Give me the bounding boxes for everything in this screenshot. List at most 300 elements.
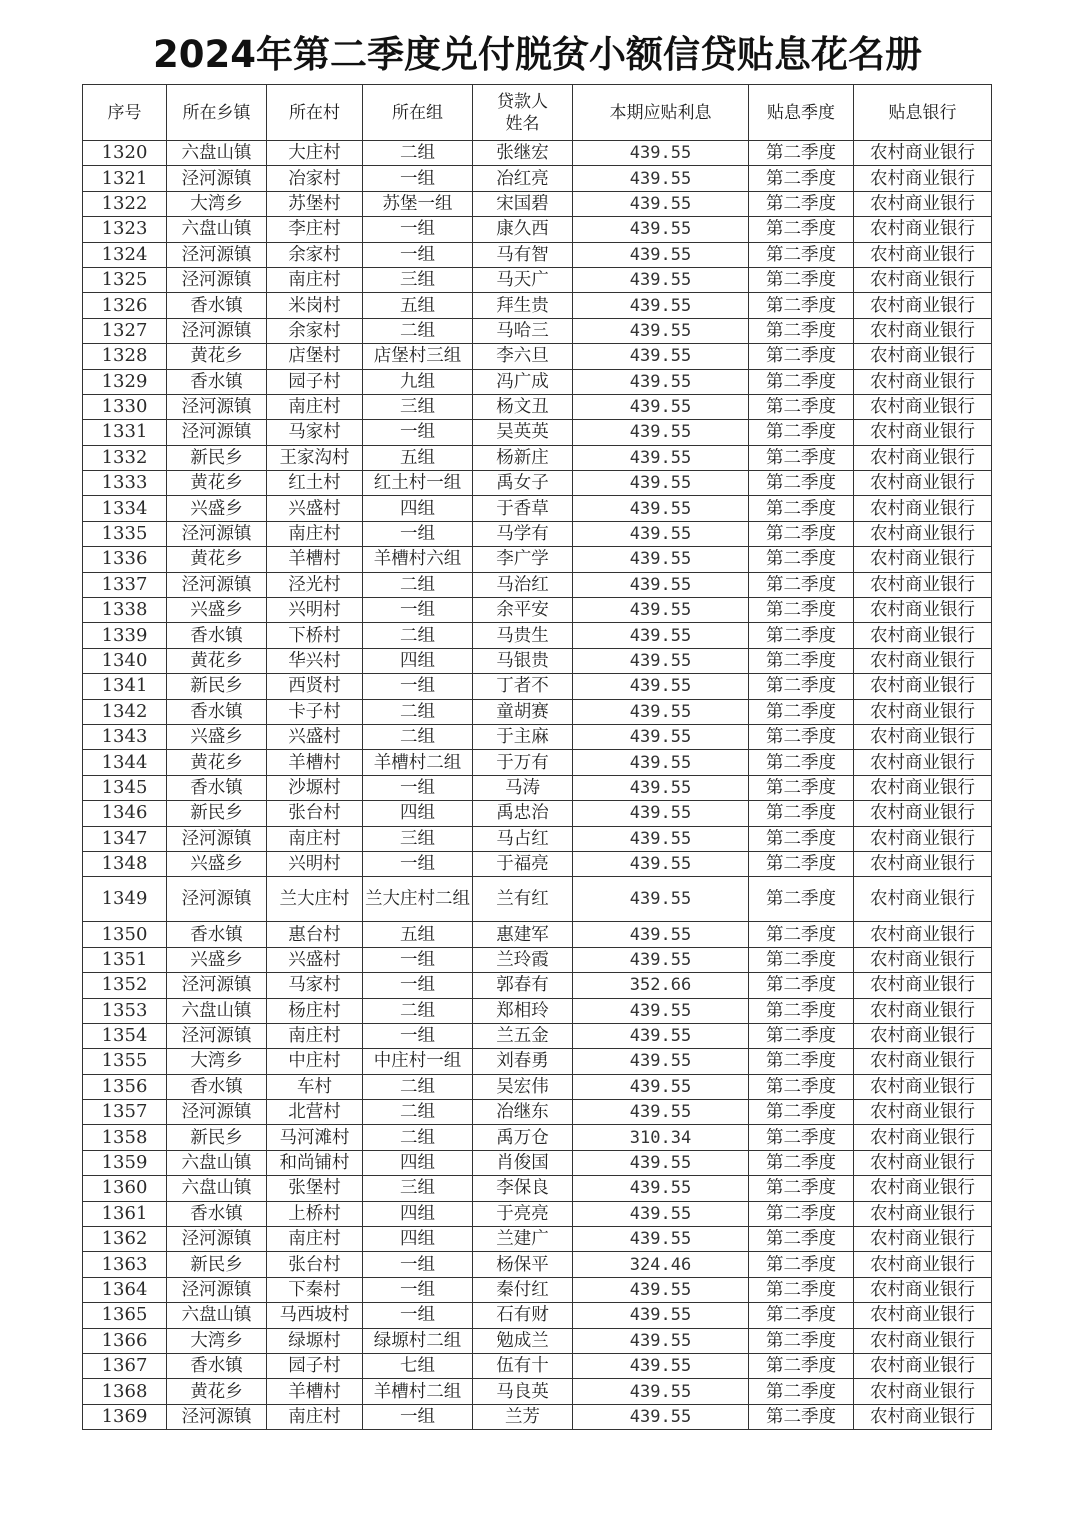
cell-town: 泾河源镇 <box>167 318 267 343</box>
cell-serial-no: 1349 <box>83 877 167 922</box>
cell-town: 黄花乡 <box>167 1379 267 1404</box>
cell-bank: 农村商业银行 <box>854 1379 992 1404</box>
cell-group: 一组 <box>363 1252 473 1277</box>
cell-bank: 农村商业银行 <box>854 1404 992 1429</box>
cell-quarter: 第二季度 <box>749 1277 854 1302</box>
table-row <box>83 724 992 749</box>
cell-town: 泾河源镇 <box>167 394 267 419</box>
cell-serial-no: 1357 <box>83 1100 167 1125</box>
cell-quarter: 第二季度 <box>749 1353 854 1378</box>
cell-town: 泾河源镇 <box>167 1404 267 1429</box>
cell-town: 黄花乡 <box>167 648 267 673</box>
table-row <box>83 1277 992 1302</box>
table-row <box>83 267 992 292</box>
cell-bank: 农村商业银行 <box>854 877 992 922</box>
page-title: 2024年第二季度兑付脱贫小额信贷贴息花名册 <box>153 33 922 76</box>
cell-town: 黄花乡 <box>167 750 267 775</box>
cell-group: 店堡村三组 <box>363 344 473 369</box>
cell-quarter: 第二季度 <box>749 1074 854 1099</box>
cell-quarter: 第二季度 <box>749 191 854 216</box>
cell-town: 六盘山镇 <box>167 141 267 166</box>
table-row <box>83 394 992 419</box>
cell-interest: 439.55 <box>573 267 749 292</box>
header-interest: 本期应贴利息 <box>573 85 749 141</box>
cell-group: 五组 <box>363 922 473 947</box>
cell-town: 泾河源镇 <box>167 1023 267 1048</box>
cell-town: 兴盛乡 <box>167 496 267 521</box>
cell-serial-no: 1364 <box>83 1277 167 1302</box>
cell-quarter: 第二季度 <box>749 922 854 947</box>
cell-interest: 439.55 <box>573 521 749 546</box>
cell-bank: 农村商业银行 <box>854 293 992 318</box>
cell-group: 一组 <box>363 851 473 876</box>
cell-serial-no: 1330 <box>83 394 167 419</box>
cell-quarter: 第二季度 <box>749 267 854 292</box>
table-row <box>83 1023 992 1048</box>
cell-quarter: 第二季度 <box>749 1303 854 1328</box>
cell-quarter: 第二季度 <box>749 547 854 572</box>
cell-group: 苏堡一组 <box>363 191 473 216</box>
cell-borrower-name: 伍有十 <box>473 1353 573 1378</box>
cell-village: 大庄村 <box>267 141 363 166</box>
cell-borrower-name: 杨新庄 <box>473 445 573 470</box>
cell-borrower-name: 宋国碧 <box>473 191 573 216</box>
cell-group: 九组 <box>363 369 473 394</box>
cell-village: 兴盛村 <box>267 724 363 749</box>
table-row <box>83 420 992 445</box>
cell-town: 泾河源镇 <box>167 242 267 267</box>
cell-serial-no: 1340 <box>83 648 167 673</box>
cell-town: 大湾乡 <box>167 1049 267 1074</box>
cell-town: 黄花乡 <box>167 344 267 369</box>
cell-town: 黄花乡 <box>167 547 267 572</box>
table-row <box>83 1201 992 1226</box>
table-row <box>83 293 992 318</box>
cell-borrower-name: 余平安 <box>473 598 573 623</box>
cell-quarter: 第二季度 <box>749 699 854 724</box>
table-row <box>83 699 992 724</box>
cell-village: 店堡村 <box>267 344 363 369</box>
cell-quarter: 第二季度 <box>749 1176 854 1201</box>
cell-group: 四组 <box>363 1227 473 1252</box>
header-serial-no: 序号 <box>83 85 167 141</box>
cell-interest: 439.55 <box>573 947 749 972</box>
cell-village: 杨庄村 <box>267 998 363 1023</box>
cell-serial-no: 1320 <box>83 141 167 166</box>
cell-quarter: 第二季度 <box>749 1023 854 1048</box>
header-group: 所在组 <box>363 85 473 141</box>
cell-borrower-name: 冯广成 <box>473 369 573 394</box>
table-row <box>83 674 992 699</box>
cell-town: 泾河源镇 <box>167 521 267 546</box>
table-row <box>83 141 992 166</box>
cell-bank: 农村商业银行 <box>854 318 992 343</box>
cell-group: 二组 <box>363 998 473 1023</box>
cell-borrower-name: 刘春勇 <box>473 1049 573 1074</box>
cell-interest: 439.55 <box>573 1176 749 1201</box>
cell-village: 南庄村 <box>267 1023 363 1048</box>
cell-interest: 439.55 <box>573 1049 749 1074</box>
cell-town: 新民乡 <box>167 1252 267 1277</box>
cell-interest: 439.55 <box>573 1100 749 1125</box>
cell-bank: 农村商业银行 <box>854 166 992 191</box>
cell-bank: 农村商业银行 <box>854 947 992 972</box>
cell-quarter: 第二季度 <box>749 1328 854 1353</box>
cell-bank: 农村商业银行 <box>854 394 992 419</box>
cell-bank: 农村商业银行 <box>854 1252 992 1277</box>
cell-town: 泾河源镇 <box>167 166 267 191</box>
cell-village: 冶家村 <box>267 166 363 191</box>
cell-interest: 310.34 <box>573 1125 749 1150</box>
cell-group: 四组 <box>363 1150 473 1175</box>
cell-town: 大湾乡 <box>167 191 267 216</box>
cell-borrower-name: 郑相玲 <box>473 998 573 1023</box>
cell-group: 一组 <box>363 973 473 998</box>
cell-bank: 农村商业银行 <box>854 242 992 267</box>
cell-bank: 农村商业银行 <box>854 420 992 445</box>
cell-village: 苏堡村 <box>267 191 363 216</box>
table-row <box>83 922 992 947</box>
cell-serial-no: 1347 <box>83 826 167 851</box>
cell-serial-no: 1331 <box>83 420 167 445</box>
table-row <box>83 598 992 623</box>
cell-borrower-name: 杨保平 <box>473 1252 573 1277</box>
cell-group: 一组 <box>363 242 473 267</box>
cell-borrower-name: 肖俊国 <box>473 1150 573 1175</box>
cell-serial-no: 1358 <box>83 1125 167 1150</box>
cell-interest: 439.55 <box>573 445 749 470</box>
cell-borrower-name: 吴宏伟 <box>473 1074 573 1099</box>
cell-interest: 439.55 <box>573 369 749 394</box>
cell-town: 香水镇 <box>167 623 267 648</box>
cell-village: 王家沟村 <box>267 445 363 470</box>
table-row <box>83 318 992 343</box>
cell-town: 六盘山镇 <box>167 1303 267 1328</box>
cell-borrower-name: 郭春有 <box>473 973 573 998</box>
cell-serial-no: 1368 <box>83 1379 167 1404</box>
cell-serial-no: 1351 <box>83 947 167 972</box>
cell-interest: 439.55 <box>573 1277 749 1302</box>
table-row <box>83 1150 992 1175</box>
cell-interest: 439.55 <box>573 801 749 826</box>
table-row <box>83 1074 992 1099</box>
header-borrower-name-line2: 姓名 <box>505 113 540 134</box>
cell-interest: 439.55 <box>573 1201 749 1226</box>
cell-group: 一组 <box>363 1303 473 1328</box>
cell-bank: 农村商业银行 <box>854 1353 992 1378</box>
cell-bank: 农村商业银行 <box>854 471 992 496</box>
cell-borrower-name: 兰建广 <box>473 1227 573 1252</box>
cell-village: 车村 <box>267 1074 363 1099</box>
cell-bank: 农村商业银行 <box>854 1328 992 1353</box>
table-row <box>83 775 992 800</box>
cell-bank: 农村商业银行 <box>854 998 992 1023</box>
table-row <box>83 801 992 826</box>
cell-serial-no: 1332 <box>83 445 167 470</box>
cell-group: 三组 <box>363 394 473 419</box>
cell-quarter: 第二季度 <box>749 1201 854 1226</box>
cell-bank: 农村商业银行 <box>854 141 992 166</box>
cell-interest: 352.66 <box>573 973 749 998</box>
cell-bank: 农村商业银行 <box>854 191 992 216</box>
cell-serial-no: 1338 <box>83 598 167 623</box>
cell-interest: 439.55 <box>573 547 749 572</box>
cell-group: 二组 <box>363 1125 473 1150</box>
cell-interest: 324.46 <box>573 1252 749 1277</box>
cell-borrower-name: 张继宏 <box>473 141 573 166</box>
cell-serial-no: 1348 <box>83 851 167 876</box>
cell-village: 北营村 <box>267 1100 363 1125</box>
cell-bank: 农村商业银行 <box>854 648 992 673</box>
table-row <box>83 445 992 470</box>
cell-village: 张台村 <box>267 801 363 826</box>
cell-town: 泾河源镇 <box>167 420 267 445</box>
cell-village: 余家村 <box>267 318 363 343</box>
cell-serial-no: 1337 <box>83 572 167 597</box>
table-row <box>83 572 992 597</box>
cell-borrower-name: 李广学 <box>473 547 573 572</box>
cell-bank: 农村商业银行 <box>854 1303 992 1328</box>
cell-serial-no: 1323 <box>83 217 167 242</box>
cell-town: 香水镇 <box>167 369 267 394</box>
cell-town: 兴盛乡 <box>167 724 267 749</box>
cell-borrower-name: 兰五金 <box>473 1023 573 1048</box>
cell-borrower-name: 马占红 <box>473 826 573 851</box>
cell-borrower-name: 禹万仓 <box>473 1125 573 1150</box>
cell-quarter: 第二季度 <box>749 598 854 623</box>
cell-town: 新民乡 <box>167 801 267 826</box>
cell-village: 南庄村 <box>267 826 363 851</box>
cell-town: 香水镇 <box>167 293 267 318</box>
cell-borrower-name: 吴英英 <box>473 420 573 445</box>
cell-interest: 439.55 <box>573 750 749 775</box>
cell-serial-no: 1334 <box>83 496 167 521</box>
header-borrower-name-line1: 贷款人 <box>497 91 548 112</box>
table-row <box>83 1049 992 1074</box>
cell-serial-no: 1365 <box>83 1303 167 1328</box>
cell-bank: 农村商业银行 <box>854 1227 992 1252</box>
cell-village: 马西坡村 <box>267 1303 363 1328</box>
cell-bank: 农村商业银行 <box>854 724 992 749</box>
cell-town: 兴盛乡 <box>167 598 267 623</box>
cell-serial-no: 1356 <box>83 1074 167 1099</box>
cell-group: 二组 <box>363 623 473 648</box>
header-village: 所在村 <box>267 85 363 141</box>
cell-village: 羊槽村 <box>267 1379 363 1404</box>
cell-serial-no: 1360 <box>83 1176 167 1201</box>
cell-bank: 农村商业银行 <box>854 1150 992 1175</box>
cell-quarter: 第二季度 <box>749 318 854 343</box>
cell-town: 泾河源镇 <box>167 1227 267 1252</box>
cell-serial-no: 1353 <box>83 998 167 1023</box>
cell-village: 南庄村 <box>267 1227 363 1252</box>
cell-borrower-name: 童胡赛 <box>473 699 573 724</box>
cell-bank: 农村商业银行 <box>854 1277 992 1302</box>
cell-borrower-name: 康久西 <box>473 217 573 242</box>
header-borrower-name <box>473 85 573 141</box>
cell-borrower-name: 于福亮 <box>473 851 573 876</box>
cell-town: 泾河源镇 <box>167 877 267 922</box>
cell-quarter: 第二季度 <box>749 674 854 699</box>
cell-quarter: 第二季度 <box>749 369 854 394</box>
cell-borrower-name: 马银贵 <box>473 648 573 673</box>
cell-town: 兴盛乡 <box>167 947 267 972</box>
cell-interest: 439.55 <box>573 851 749 876</box>
cell-serial-no: 1343 <box>83 724 167 749</box>
cell-borrower-name: 冶继东 <box>473 1100 573 1125</box>
cell-quarter: 第二季度 <box>749 947 854 972</box>
cell-serial-no: 1369 <box>83 1404 167 1429</box>
cell-group: 二组 <box>363 699 473 724</box>
cell-group: 二组 <box>363 318 473 343</box>
table-row <box>83 1176 992 1201</box>
cell-bank: 农村商业银行 <box>854 1074 992 1099</box>
cell-bank: 农村商业银行 <box>854 826 992 851</box>
cell-quarter: 第二季度 <box>749 217 854 242</box>
table-row <box>83 166 992 191</box>
table-row <box>83 521 992 546</box>
cell-serial-no: 1367 <box>83 1353 167 1378</box>
cell-interest: 439.55 <box>573 217 749 242</box>
cell-quarter: 第二季度 <box>749 445 854 470</box>
cell-borrower-name: 马有智 <box>473 242 573 267</box>
cell-interest: 439.55 <box>573 191 749 216</box>
cell-borrower-name: 李保良 <box>473 1176 573 1201</box>
cell-village: 和尚铺村 <box>267 1150 363 1175</box>
cell-interest: 439.55 <box>573 877 749 922</box>
cell-serial-no: 1344 <box>83 750 167 775</box>
cell-group: 三组 <box>363 1176 473 1201</box>
table-row <box>83 1303 992 1328</box>
cell-quarter: 第二季度 <box>749 1404 854 1429</box>
cell-town: 香水镇 <box>167 1074 267 1099</box>
cell-serial-no: 1326 <box>83 293 167 318</box>
cell-village: 中庄村 <box>267 1049 363 1074</box>
cell-interest: 439.55 <box>573 775 749 800</box>
cell-village: 马河滩村 <box>267 1125 363 1150</box>
cell-quarter: 第二季度 <box>749 420 854 445</box>
cell-serial-no: 1352 <box>83 973 167 998</box>
cell-interest: 439.55 <box>573 598 749 623</box>
cell-bank: 农村商业银行 <box>854 572 992 597</box>
cell-group: 一组 <box>363 1404 473 1429</box>
cell-serial-no: 1336 <box>83 547 167 572</box>
cell-bank: 农村商业银行 <box>854 445 992 470</box>
cell-interest: 439.55 <box>573 293 749 318</box>
cell-serial-no: 1339 <box>83 623 167 648</box>
cell-serial-no: 1355 <box>83 1049 167 1074</box>
cell-group: 二组 <box>363 1100 473 1125</box>
cell-group: 三组 <box>363 826 473 851</box>
cell-serial-no: 1333 <box>83 471 167 496</box>
cell-bank: 农村商业银行 <box>854 922 992 947</box>
cell-quarter: 第二季度 <box>749 648 854 673</box>
cell-interest: 439.55 <box>573 1074 749 1099</box>
cell-borrower-name: 李六旦 <box>473 344 573 369</box>
header-town: 所在乡镇 <box>167 85 267 141</box>
cell-group: 四组 <box>363 1201 473 1226</box>
table-row <box>83 851 992 876</box>
cell-village: 泾光村 <box>267 572 363 597</box>
cell-interest: 439.55 <box>573 471 749 496</box>
cell-interest: 439.55 <box>573 1328 749 1353</box>
cell-borrower-name: 丁者不 <box>473 674 573 699</box>
cell-group: 三组 <box>363 267 473 292</box>
cell-bank: 农村商业银行 <box>854 699 992 724</box>
cell-quarter: 第二季度 <box>749 141 854 166</box>
cell-group: 一组 <box>363 598 473 623</box>
table-row <box>83 242 992 267</box>
table-row <box>83 648 992 673</box>
cell-quarter: 第二季度 <box>749 572 854 597</box>
cell-serial-no: 1359 <box>83 1150 167 1175</box>
cell-group: 羊槽村六组 <box>363 547 473 572</box>
table-row <box>83 826 992 851</box>
cell-quarter: 第二季度 <box>749 750 854 775</box>
table-row <box>83 344 992 369</box>
cell-bank: 农村商业银行 <box>854 547 992 572</box>
cell-village: 红土村 <box>267 471 363 496</box>
cell-group: 四组 <box>363 801 473 826</box>
cell-town: 香水镇 <box>167 922 267 947</box>
cell-quarter: 第二季度 <box>749 496 854 521</box>
cell-village: 南庄村 <box>267 521 363 546</box>
table-row <box>83 1100 992 1125</box>
cell-village: 米岗村 <box>267 293 363 318</box>
cell-group: 一组 <box>363 947 473 972</box>
cell-quarter: 第二季度 <box>749 973 854 998</box>
cell-town: 泾河源镇 <box>167 826 267 851</box>
cell-town: 泾河源镇 <box>167 1277 267 1302</box>
cell-group: 二组 <box>363 572 473 597</box>
cell-bank: 农村商业银行 <box>854 267 992 292</box>
cell-group: 四组 <box>363 496 473 521</box>
cell-quarter: 第二季度 <box>749 166 854 191</box>
cell-borrower-name: 马贵生 <box>473 623 573 648</box>
cell-interest: 439.55 <box>573 242 749 267</box>
cell-quarter: 第二季度 <box>749 471 854 496</box>
cell-village: 南庄村 <box>267 394 363 419</box>
cell-group: 二组 <box>363 1074 473 1099</box>
cell-bank: 农村商业银行 <box>854 1125 992 1150</box>
cell-group: 一组 <box>363 166 473 191</box>
cell-bank: 农村商业银行 <box>854 851 992 876</box>
cell-town: 香水镇 <box>167 699 267 724</box>
cell-interest: 439.55 <box>573 724 749 749</box>
cell-quarter: 第二季度 <box>749 521 854 546</box>
table-row <box>83 1328 992 1353</box>
table-header-row <box>83 85 992 141</box>
cell-village: 张台村 <box>267 1252 363 1277</box>
cell-town: 新民乡 <box>167 674 267 699</box>
cell-town: 香水镇 <box>167 1353 267 1378</box>
cell-quarter: 第二季度 <box>749 1252 854 1277</box>
cell-interest: 439.55 <box>573 922 749 947</box>
cell-bank: 农村商业银行 <box>854 1100 992 1125</box>
table-row <box>83 369 992 394</box>
cell-bank: 农村商业银行 <box>854 775 992 800</box>
cell-quarter: 第二季度 <box>749 826 854 851</box>
table-row <box>83 217 992 242</box>
cell-group: 一组 <box>363 674 473 699</box>
cell-serial-no: 1345 <box>83 775 167 800</box>
cell-quarter: 第二季度 <box>749 998 854 1023</box>
cell-group: 绿塬村二组 <box>363 1328 473 1353</box>
cell-borrower-name: 惠建军 <box>473 922 573 947</box>
table-row <box>83 623 992 648</box>
cell-group: 中庄村一组 <box>363 1049 473 1074</box>
cell-serial-no: 1362 <box>83 1227 167 1252</box>
